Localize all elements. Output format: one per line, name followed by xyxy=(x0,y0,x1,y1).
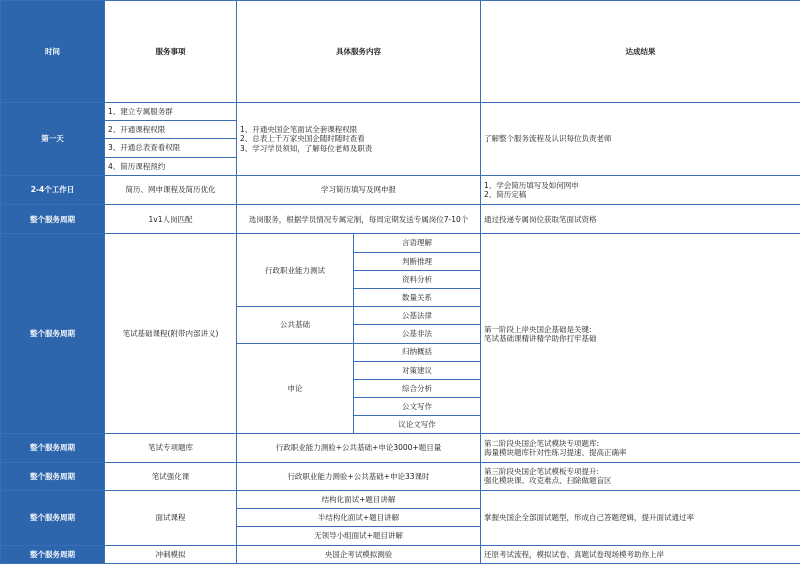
service-cell-intensive: 笔试强化课 xyxy=(105,462,237,490)
content-cell-day1 xyxy=(237,103,481,176)
result-cell-bank xyxy=(481,434,800,462)
service-cell-interview: 面试课程 xyxy=(105,491,237,546)
service-item: 2、开通课程权限 xyxy=(105,121,237,139)
header-time: 时间 xyxy=(1,1,105,103)
subject-cell: 公文写作 xyxy=(354,398,481,416)
result-line: 2、简历定稿 xyxy=(484,189,527,199)
content-line: 3、学习学员须知，了解每位老师及职责 xyxy=(240,143,373,153)
result-line: 第二阶段央国企笔试模块专项题库: xyxy=(484,438,600,448)
content-line: 2、总表上千万家央国企随时随时查看 xyxy=(240,134,365,144)
content-cell-workdays: 学习简历填写及网申报 xyxy=(237,175,481,204)
time-cell-bank: 整个服务周期 xyxy=(1,434,105,462)
table-row xyxy=(1,175,800,204)
subject-cell: 数量关系 xyxy=(354,288,481,306)
result-cell-day1: 了解整个服务流程及认识每位负责老师 xyxy=(481,103,800,176)
result-line: 1、学会简历填写及如何网申 xyxy=(484,180,579,190)
time-cell-intensive: 整个服务周期 xyxy=(1,462,105,490)
group-shenlun: 申论 xyxy=(237,343,354,434)
result-line: 强化模块课、攻克难点、扫除做题盲区 xyxy=(484,476,612,486)
result-line: 海量模块题库针对性练习提速、提高正确率 xyxy=(484,448,627,458)
table-row xyxy=(1,462,800,490)
content-cell-match: 选岗服务，根据学员情况专属定制，每周定期发送专属岗位7-10个 xyxy=(237,205,481,234)
service-cell-match: 1v1人岗匹配 xyxy=(105,205,237,234)
subject-cell: 综合分析 xyxy=(354,379,481,397)
subject-cell: 对策建议 xyxy=(354,361,481,379)
content-line: 1、开通央国企笔面试全套课程权限 xyxy=(240,124,358,134)
service-item: 3、开通总表查看权限 xyxy=(105,139,237,157)
group-xingce: 行政职业能力测试 xyxy=(237,234,354,307)
table-row xyxy=(1,234,800,252)
table-row xyxy=(1,434,800,462)
table-row xyxy=(1,491,800,509)
subject-cell: 公基法律 xyxy=(354,307,481,325)
service-cell-bank: 笔试专项题库 xyxy=(105,434,237,462)
interview-item: 无领导小组面试+题目讲解 xyxy=(237,527,481,545)
result-cell-match: 通过投递专属岗位获取笔面试资格 xyxy=(481,205,800,234)
time-cell-written: 整个服务周期 xyxy=(1,234,105,434)
table-row xyxy=(1,103,800,121)
interview-item: 结构化面试+题目讲解 xyxy=(237,491,481,509)
service-cell-workdays: 简历、网申课程及简历优化 xyxy=(105,175,237,204)
service-item: 1、建立专属服务群 xyxy=(105,103,237,121)
service-cell-sprint: 冲刺模拟 xyxy=(105,545,237,563)
header-result: 达成结果 xyxy=(481,1,800,103)
table-row xyxy=(1,205,800,234)
subject-cell: 资料分析 xyxy=(354,270,481,288)
group-gongji: 公共基础 xyxy=(237,307,354,343)
content-cell-intensive: 行政职业能力测验+公共基础+申论33课时 xyxy=(237,462,481,490)
time-cell-interview: 整个服务周期 xyxy=(1,491,105,546)
result-line: 笔试基础课精讲精学助你打牢基础 xyxy=(484,333,597,343)
service-cell-written: 笔试基础课程(附带内部讲义) xyxy=(105,234,237,434)
service-item: 4、简历课程预约 xyxy=(105,157,237,175)
result-cell-workdays xyxy=(481,175,800,204)
time-cell-workdays: 2-4个工作日 xyxy=(1,175,105,204)
subject-cell: 判断推理 xyxy=(354,252,481,270)
subject-cell: 公基非法 xyxy=(354,325,481,343)
time-cell-sprint: 整个服务周期 xyxy=(1,545,105,563)
content-cell-bank: 行政职业能力测验+公共基础+申论3000+题目量 xyxy=(237,434,481,462)
time-cell-day1: 第一天 xyxy=(1,103,105,176)
header-service: 服务事项 xyxy=(105,1,237,103)
result-cell-interview: 掌握央国企全部面试题型，形成自己答题逻辑，提升面试通过率 xyxy=(481,491,800,546)
content-cell-sprint: 央国企考试模拟测验 xyxy=(237,545,481,563)
table-row xyxy=(1,545,800,563)
time-cell-match: 整个服务周期 xyxy=(1,205,105,234)
header-content: 具体服务内容 xyxy=(237,1,481,103)
result-line: 第一阶段上岸央国企基础是关键: xyxy=(484,324,592,334)
subject-cell: 言语理解 xyxy=(354,234,481,252)
result-cell-written xyxy=(481,234,800,434)
header-row xyxy=(1,1,800,103)
result-cell-sprint: 还原考试流程，模拟试卷、真题试卷现场模考助你上岸 xyxy=(481,545,800,563)
interview-item: 半结构化面试+题目讲解 xyxy=(237,509,481,527)
subject-cell: 归纳概括 xyxy=(354,343,481,361)
subject-cell: 议论文写作 xyxy=(354,416,481,434)
result-line: 第三阶段央国企笔试模板专项提升: xyxy=(484,467,600,477)
result-cell-intensive xyxy=(481,462,800,490)
